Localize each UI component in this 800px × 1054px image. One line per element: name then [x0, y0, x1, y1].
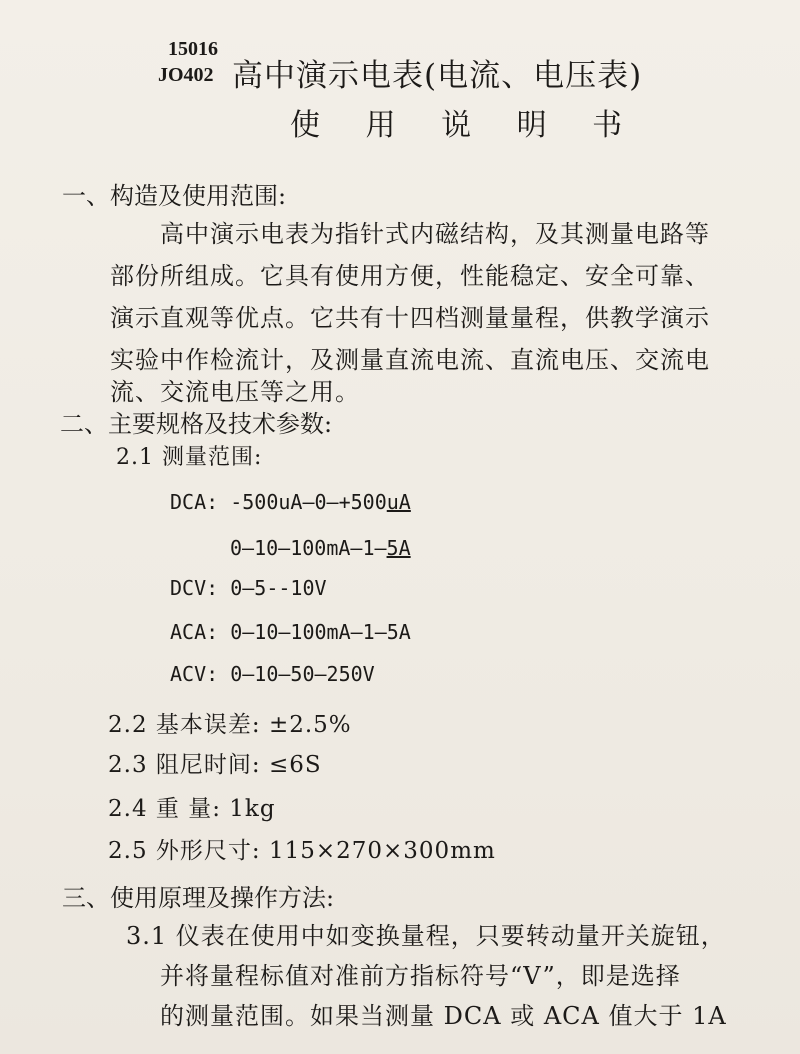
document-title: 高中演示电表(电流、电压表): [232, 58, 643, 94]
spec-acv-range: ACV: 0—10—50—250V: [170, 662, 375, 686]
section-1-heading: 一、构造及使用范围:: [62, 182, 287, 210]
spec-dca-range-unit: uA: [386, 490, 411, 514]
section-1-line: 实验中作检流计，及测量直流电流、直流电压、交流电: [110, 346, 710, 374]
spec-aca-range: ACA: 0—10—100mA—1—5A: [170, 620, 411, 644]
section-1-line: 演示直观等优点。它共有十四档测量量程，供教学演示: [110, 304, 710, 332]
section-3-line: 并将量程标值对准前方指标符号“V”，即是选择: [160, 962, 681, 990]
section-1-line: 部份所组成。它具有使用方便，性能稳定、安全可靠、: [110, 262, 710, 290]
section-1-line: 高中演示电表为指针式内磁结构，及其测量电路等: [160, 220, 710, 248]
section-2-heading: 二、主要规格及技术参数:: [60, 410, 333, 438]
model-code: JO402: [158, 64, 214, 86]
section-3-heading: 三、使用原理及操作方法:: [62, 884, 335, 912]
spec-2-2: 2.2 基本误差: ±2.5%: [108, 712, 352, 738]
spec-dca-range-2-unit: 5A: [386, 536, 411, 560]
section-3-line: 3.1 仪表在使用中如变换量程，只要转动量开关旋钮，: [126, 922, 726, 950]
section-1-line: 流、交流电压等之用。: [110, 378, 360, 406]
spec-2-4: 2.4 重 量: 1kg: [108, 796, 276, 822]
spec-dca-range-2: [230, 536, 411, 560]
spec-dca-range-text: DCA: -500uA—0—+500: [170, 490, 387, 514]
spec-2-1-label: 2.1 测量范围:: [116, 445, 263, 470]
spec-2-5: 2.5 外形尺寸: 115×270×300mm: [108, 838, 496, 864]
spec-dca-range: [170, 490, 411, 514]
spec-dcv-range: DCV: 0—5--10V: [170, 576, 327, 600]
spec-dca-range-2-text: 0—10—100mA—1—: [230, 536, 387, 560]
section-3-line: 的测量范围。如果当测量 DCA 或 ACA 值大于 1A: [160, 1002, 727, 1030]
product-code: 15016: [168, 38, 218, 60]
spec-2-3: 2.3 阻尼时间: ≤6S: [108, 752, 322, 778]
document-subtitle: 使 用 说 明 书: [290, 108, 641, 143]
